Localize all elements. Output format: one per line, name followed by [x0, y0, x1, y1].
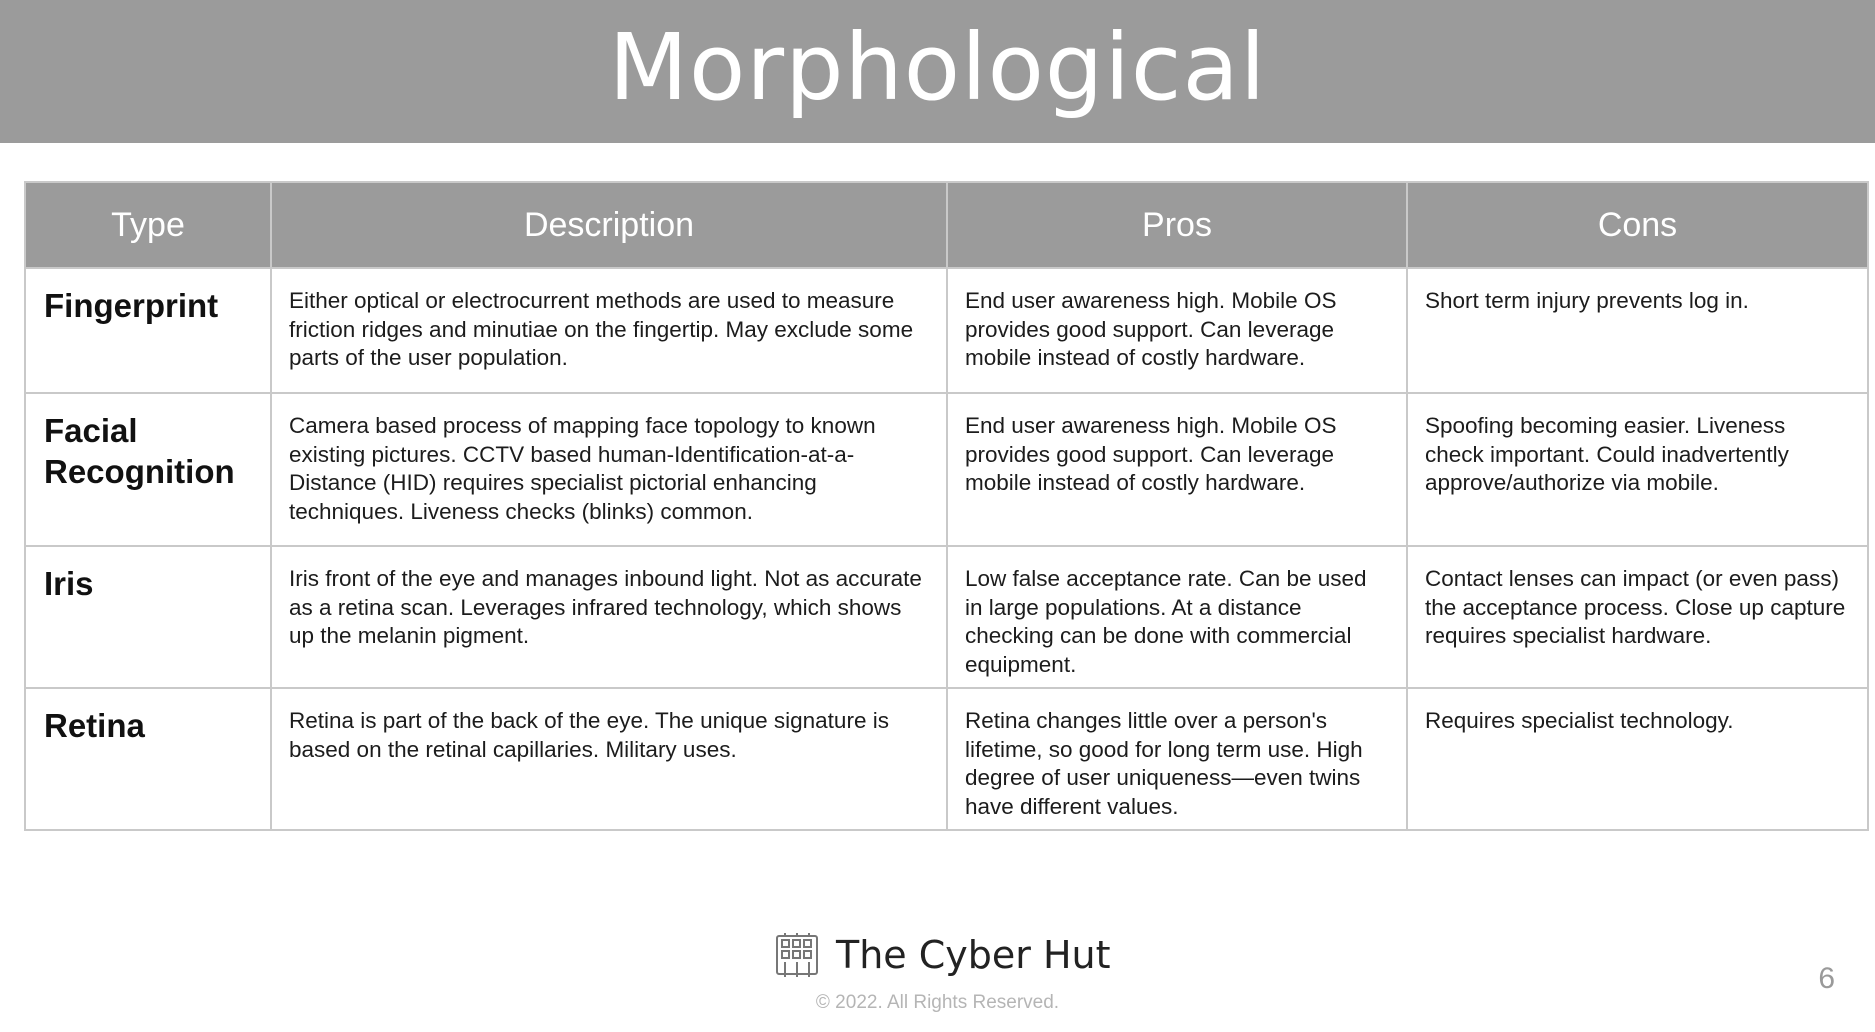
header-type: Type — [25, 182, 271, 268]
cons-cell: Requires specialist technology. — [1407, 688, 1868, 830]
pros-cell: Low false acceptance rate. Can be used in large populations. At a distance checking can be done with commercial equipment. — [947, 546, 1407, 688]
description-cell: Either optical or electrocurrent methods are used to measure friction ridges and minutiae on the fingertip. May exclude some parts of the user population. — [271, 268, 947, 393]
type-cell: Fingerprint — [25, 268, 271, 393]
footer-brand — [772, 927, 1111, 983]
page-number: 6 — [1818, 962, 1835, 995]
brand-name: The Cyber Hut — [836, 933, 1111, 977]
pros-cell: Retina changes little over a person's lifetime, so good for long term use. High degree of user uniqueness—even twins have different values. — [947, 688, 1407, 830]
type-cell: Facial Recognition — [25, 393, 271, 546]
table-header-row — [25, 182, 1868, 268]
header-pros: Pros — [947, 182, 1407, 268]
table-row — [25, 268, 1868, 393]
pros-cell: End user awareness high. Mobile OS provides good support. Can leverage mobile instead of costly hardware. — [947, 393, 1407, 546]
header-cons: Cons — [1407, 182, 1868, 268]
comparison-table-container — [24, 181, 1867, 831]
slide-title: Morphological — [608, 13, 1267, 121]
circuit-chip-icon — [772, 930, 822, 980]
type-cell: Iris — [25, 546, 271, 688]
cons-cell: Spoofing becoming easier. Liveness check important. Could inadvertently approve/authorize via mobile. — [1407, 393, 1868, 546]
cons-cell: Contact lenses can impact (or even pass) the acceptance process. Close up capture requires specialist hardware. — [1407, 546, 1868, 688]
pros-cell: End user awareness high. Mobile OS provides good support. Can leverage mobile instead of costly hardware. — [947, 268, 1407, 393]
cons-cell: Short term injury prevents log in. — [1407, 268, 1868, 393]
header-description: Description — [271, 182, 947, 268]
description-cell: Iris front of the eye and manages inbound light. Not as accurate as a retina scan. Leverages infrared technology, which shows up the melanin pigment. — [271, 546, 947, 688]
table-row — [25, 546, 1868, 688]
table-row — [25, 688, 1868, 830]
comparison-table — [24, 181, 1869, 831]
copyright-text: © 2022. All Rights Reserved. — [815, 992, 1060, 1013]
description-cell: Camera based process of mapping face topology to known existing pictures. CCTV based human-Identification-at-a-Distance (HID) requires specialist pictorial enhancing techniques. Liveness checks (blinks) common. — [271, 393, 947, 546]
description-cell: Retina is part of the back of the eye. The unique signature is based on the retinal capillaries. Military uses. — [271, 688, 947, 830]
table-row — [25, 393, 1868, 546]
title-bar — [0, 0, 1875, 143]
type-cell: Retina — [25, 688, 271, 830]
